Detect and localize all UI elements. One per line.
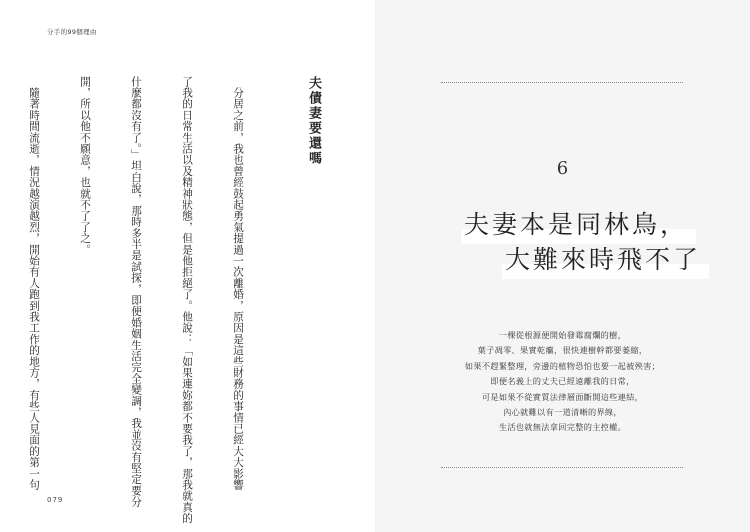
body-column: 什麼都沒有了。」坦白說，那時多半是試探，即便婚姻生活完全變調，我並沒有堅定要分 (130, 76, 142, 508)
intro-line: 可是如果不從實質法律層面斷開這些連結， (481, 391, 644, 402)
body-column: 分居之前，我也曾經鼓起勇氣提過一次離婚，原因是這些財務的事情已經大大影響 (232, 76, 244, 491)
intro-line: 一棵從根源便開始發霉腐爛的樹， (498, 330, 627, 340)
chapter-title-text: 夫妻本是同林鳥， (464, 210, 689, 239)
body-column: 開，所以他不願意，也就不了了之。 (79, 76, 91, 256)
body-column: 隨著時間流逝，情況越演越烈，開始有人跑到我工作的地方，有些人見面的第一句 (28, 76, 40, 491)
intro-line: 內心就難以有一道清晰的界線， (503, 407, 622, 418)
chapter-intro (375, 328, 750, 436)
running-head: 分手的99個理由 (47, 28, 97, 36)
section-title: 夫債妻要還嗎 (306, 76, 321, 166)
top-dotted-rule (441, 82, 683, 83)
page-number: 079 (47, 496, 64, 504)
chapter-title-line-2 (505, 240, 701, 276)
intro-line: 葉子凋零、果實乾癟，很快連樹幹都要萎縮， (477, 345, 648, 356)
chapter-title-text: 大難來時飛不了 (505, 245, 702, 274)
intro-line: 如果不趕緊整理，旁邊的植物恐怕也要一起被殃害； (464, 360, 661, 371)
intro-line: 即便名義上的丈夫已經遠離我的日常， (490, 376, 635, 387)
body-column: 了我的日常生活以及精神狀態，但是他拒絕了。他說：「如果連妳都不要我了，那我就真的 (181, 76, 193, 524)
chapter-number: 6 (556, 158, 569, 179)
chapter-title-line-1 (464, 205, 688, 241)
bottom-dotted-rule (441, 467, 683, 468)
intro-line: 生活也就無法拿回完整的主控權。 (498, 422, 627, 433)
